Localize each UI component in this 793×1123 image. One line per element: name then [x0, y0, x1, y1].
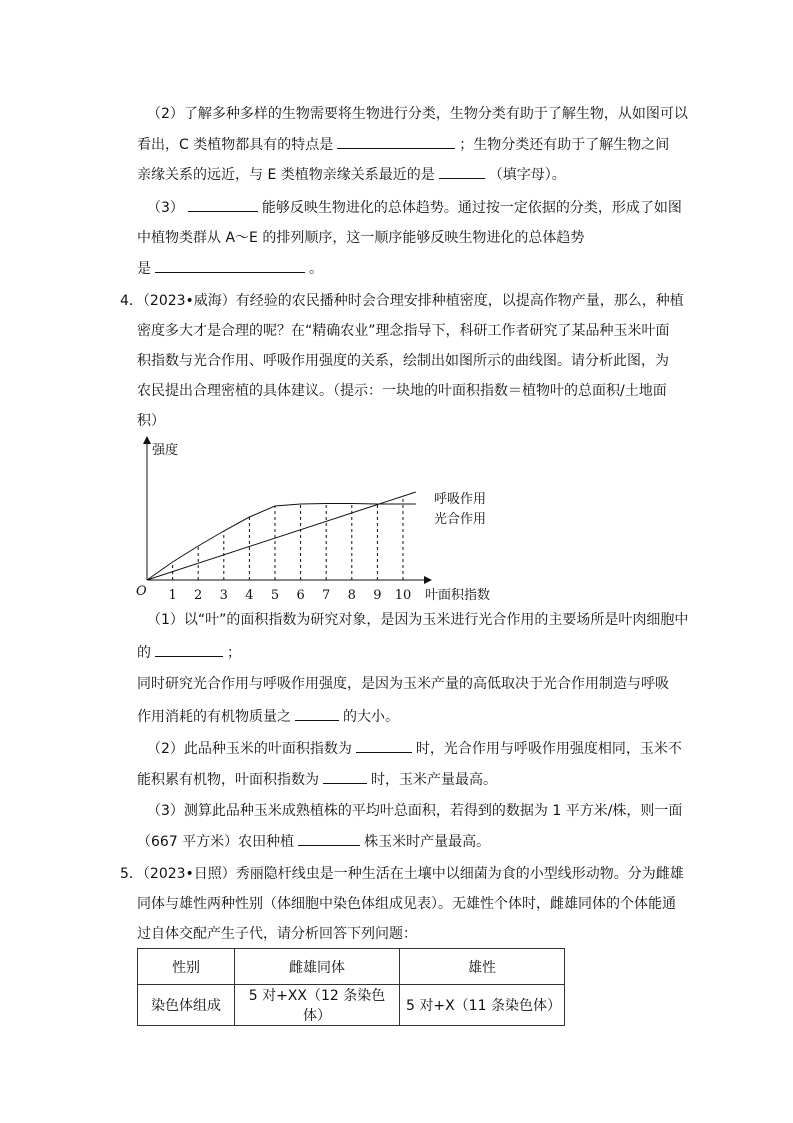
q4-part3-line2-text-b: 株玉米时产量最高。	[364, 834, 491, 850]
q3-part2-line3-text-b: （填字母）。	[488, 167, 566, 183]
series-line-photosynthesis	[147, 504, 416, 581]
table-cell: 5 对+XX（12 条染色体）	[235, 985, 400, 1026]
q4-part3-line2-text-a: （667 平方米）农田种植	[137, 834, 295, 850]
q4-part1-line4-text-a: 作用消耗的有机物质量之	[137, 709, 291, 725]
q4-part2-line1	[147, 738, 682, 759]
q3-part2-line2-text-b: ；生物分类还有助于了解生物之间	[459, 137, 670, 153]
answer-blank[interactable]	[298, 831, 360, 846]
chromosome-table	[137, 948, 565, 1026]
q4-line2: 密度多大才是合理的呢？在“精确农业”理念指导下，科研工作者研究了某品种玉米叶面	[137, 323, 670, 339]
q3-part2-line1: （2）了解多种多样的生物需要将生物进行分类，生物分类有助于了解生物，从如图可以	[147, 106, 688, 122]
q4-line1: 4．（2023•威海）有经验的农民播种时会合理安排种植密度，以提高作物产量，那么，种植	[120, 293, 684, 309]
x-tick-label: 1	[168, 588, 177, 603]
q3-part3-line1-text-a: （3）	[147, 200, 184, 216]
q3-part3-line3-text-a: 是	[137, 261, 151, 277]
q4-part2-line2-text-b: 时，玉米产量最高。	[371, 772, 497, 788]
q5-line3: 过自体交配产生子代，请分析回答下列问题：	[137, 926, 417, 942]
x-tick-label: 7	[322, 588, 331, 603]
q5-line1: 5．（2023•日照）秀丽隐杆线虫是一种生活在土壤中以细菌为食的小型线形动物。分为雌雄	[120, 866, 684, 882]
q3-part2-line3	[137, 164, 566, 185]
q4-line3: 积指数与光合作用、呼吸作用强度的关系，绘制出如图所示的曲线图。请分析此图，为	[137, 353, 669, 369]
x-tick-label: 2	[194, 588, 203, 603]
answer-blank[interactable]	[188, 197, 258, 212]
q4-part1-line4	[137, 706, 399, 727]
q5-line2: 同体与雄性两种性别（体细胞中染色体组成见表）。无雄性个体时，雌雄同体的个体能通	[137, 896, 676, 912]
q4-part1-line4-text-b: 的大小。	[343, 709, 399, 725]
table-header-row	[138, 949, 565, 985]
q4-part2-line2	[137, 769, 497, 790]
table-header-cell: 雄性	[400, 949, 565, 985]
q3-part3-line2: 中植物类群从 A～E 的排列顺序，这一顺序能够反映生物进化的总体趋势	[137, 230, 585, 246]
leaf-area-chart	[128, 436, 508, 606]
x-tick-label: 8	[347, 588, 356, 603]
q4-part1-line1: （1）以“叶”的面积指数为研究对象，是因为玉米进行光合作用的主要场所是叶肉细胞中	[147, 612, 689, 628]
table-cell: 5 对+X（11 条染色体）	[400, 985, 565, 1026]
q4-part1-line2-text-b: ；	[227, 645, 241, 661]
x-tick-label: 9	[373, 588, 382, 603]
legend-label-photosynthesis: 光合作用	[434, 512, 487, 527]
q3-part2-line3-text-a: 亲缘关系的远近，与 E 类植物亲缘关系最近的是	[137, 167, 435, 183]
x-tick-label: 3	[219, 588, 228, 603]
table-header-cell: 性别	[138, 949, 235, 985]
answer-blank[interactable]	[155, 642, 223, 657]
origin-label: O	[136, 584, 147, 599]
answer-blank[interactable]	[295, 706, 339, 721]
table-row	[138, 985, 565, 1026]
q4-line4: 农民提出合理密植的具体建议。（提示：一块地的叶面积指数＝植物叶的总面积/土地面	[137, 383, 667, 399]
q3-part3-line3-text-b: 。	[309, 261, 323, 277]
table-cell: 染色体组成	[138, 985, 235, 1026]
q3-part3-line1	[147, 197, 682, 218]
q4-part1-line3: 同时研究光合作用与呼吸作用强度，是因为玉米产量的高低取决于光合作用制造与呼吸	[137, 676, 669, 692]
answer-blank[interactable]	[323, 769, 367, 784]
answer-blank[interactable]	[439, 164, 485, 179]
q4-part1-line2-text-a: 的	[137, 645, 151, 661]
x-tick-label: 10	[394, 588, 412, 603]
y-axis-label: 强度	[152, 443, 179, 458]
q4-part2-line1-text-a: （2）此品种玉米的叶面积指数为	[147, 741, 352, 757]
answer-blank[interactable]	[356, 738, 412, 753]
q4-part3-line1: （3）测算此品种玉米成熟植株的平均叶总面积，若得到的数据为 1 平方米/株，则一面	[147, 803, 683, 819]
q3-part3-line1-text-b: 能够反映生物进化的总体趋势。通过按一定依据的分类，形成了如图	[261, 200, 682, 216]
q3-part2-line2-text-a: 看出，C 类植物都具有的特点是	[137, 137, 334, 153]
x-axis-label: 叶面积指数	[425, 588, 491, 603]
q3-part2-line2	[137, 134, 669, 155]
q4-part2-line2-text-a: 能积累有机物，叶面积指数为	[137, 772, 319, 788]
q4-part3-line2	[137, 831, 490, 852]
x-tick-label: 6	[296, 588, 305, 603]
answer-blank[interactable]	[337, 134, 455, 149]
legend-label-respiration: 呼吸作用	[434, 492, 487, 507]
q4-part2-line1-text-b: 时，光合作用与呼吸作用强度相同，玉米不	[415, 741, 682, 757]
table-header-cell: 雌雄同体	[235, 949, 400, 985]
q3-part3-line3	[137, 258, 323, 279]
answer-blank[interactable]	[155, 258, 305, 273]
x-tick-label: 5	[270, 588, 280, 603]
q4-line5: 积）	[137, 413, 165, 429]
q4-part1-line2	[137, 642, 241, 663]
x-tick-label: 4	[245, 588, 254, 603]
